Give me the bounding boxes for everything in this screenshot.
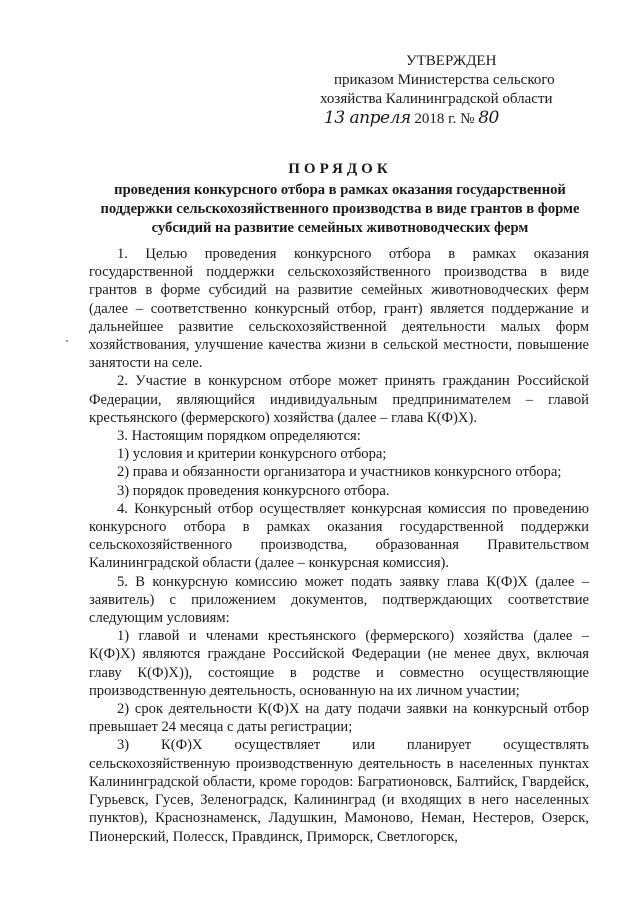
list-item: 3) К(Ф)Х осуществляет или планирует осуществлять сельскохозяйственную производственную деятельность в населенных пунктах Калининградской области, кроме городов: Багратионовск, Балтийск, Гвардейск, Гурьевск, Гусев, Зеленоградск, Калининград (и входящих в него населенных пунктов), Краснознаменск, Ладушкин, Мамоново, Неман, Нестеров, Озерск, Пионерский, Полесск, Правдинск, Приморск, Светлогорск, (89, 737, 589, 845)
document-subtitle-line-3: субсидий на развитие семейных животноводческих ферм (151, 220, 529, 236)
list-item: 1) главой и членами крестьянского (фермерского) хозяйства (далее – К(Ф)Х) являются граждане Российской Федерации (не менее двух, включая главу К(Ф)Х)), состоящие в родстве и совместно осуществляющие производственную деятельность, основанную на их личном участии; (89, 628, 589, 699)
document-body (89, 245, 589, 846)
document-title: ПОРЯДОК (288, 161, 392, 177)
scan-mark (66, 340, 68, 342)
approval-year-number: 2018 г. № (414, 111, 475, 127)
list-item: 2) права и обязанности организатора и участников конкурсного отбора; (117, 464, 562, 481)
approval-date-line (324, 109, 620, 129)
list-item: 3) порядок проведения конкурсного отбора. (117, 482, 390, 499)
handwritten-date: 13 апреля (324, 108, 411, 128)
paragraph: 2. Участие в конкурсном отборе может принять гражданин Российской Федерации, являющийся индивидуальным предпринимателем – главой крестьянского (фермерского) хозяйства (далее – глава К(Ф)Х). (89, 373, 589, 426)
paragraph: 5. В конкурсную комиссию может подать заявку глава К(Ф)Х (далее – заявитель) с приложением документов, подтверждающих соответствие следующим условиям: (89, 573, 589, 627)
paragraph: 3. Настоящим порядком определяются: (117, 428, 361, 445)
list-item: 1) условия и критерии конкурсного отбора; (117, 446, 387, 463)
approval-order-line: приказом Министерства сельского (334, 72, 555, 88)
document-title-block (60, 160, 620, 238)
approval-title: УТВЕРЖДЕН (406, 53, 497, 69)
handwritten-number: 80 (478, 108, 499, 128)
paragraph: 4. Конкурсный отбор осуществляет конкурсная комиссия по проведению конкурсного отбора в рамках оказания государственной поддержки сельскохозяйственного производства, образованная Правительством Калининградской области (далее – конкурсная комиссия). (89, 500, 589, 572)
approval-ministry-line: хозяйства Калининградской области (320, 91, 553, 107)
document-subtitle-line-2: поддержки сельскохозяйственного производства в виде грантов в форме (100, 201, 580, 217)
approval-stamp (320, 52, 620, 129)
list-item: 2) срок деятельности К(Ф)Х на дату подачи заявки на конкурсный отбор превышает 24 месяца с даты регистрации; (89, 701, 589, 736)
paragraph: 1. Целью проведения конкурсного отбора в рамках оказания государственной поддержки сельскохозяйственного производства в виде грантов в форме субсидий на развитие семейных животноводческих ферм (далее – соответственно конкурсный отбор, грант) является поддержание и дальнейшее развитие сельскохозяйственной деятельности малых форм хозяйствования, улучшение качества жизни в сельской местности, повышение занятости на селе. (89, 246, 589, 372)
document-subtitle-line-1: проведения конкурсного отбора в рамках оказания государственной (114, 182, 566, 198)
